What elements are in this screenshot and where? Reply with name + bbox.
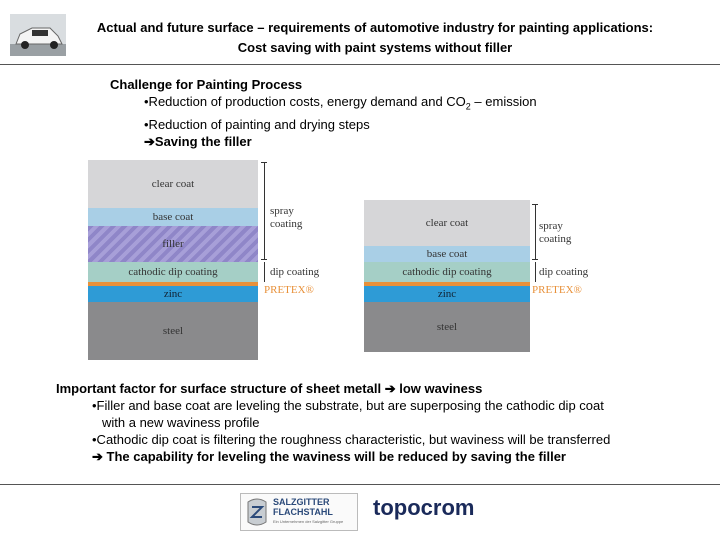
bracket-tick [261, 162, 267, 163]
arrow-icon: ➔ [384, 381, 396, 396]
pretex-label: PRETEX® [264, 284, 314, 296]
dip-bracket [264, 262, 265, 282]
footer-divider [0, 484, 720, 485]
title-line-2: Cost saving with paint systems without filler [237, 40, 513, 55]
arrow-icon: ➔ [92, 449, 103, 464]
page-title [70, 18, 680, 58]
spray-coating-label: spray coating [270, 205, 303, 230]
topocrom-logo: topocrom [373, 495, 475, 520]
salzgitter-name: SALZGITTER [273, 497, 330, 507]
title-line-1: Actual and future surface – requirements of automotive industry for painting applications: [96, 20, 654, 35]
car-image [10, 14, 66, 56]
challenge-arrow: ➔Saving the filler [144, 133, 252, 149]
layer-clear-coat: clear coat [88, 160, 258, 208]
layer-base-coat: base coat [364, 246, 530, 262]
salzgitter-emblem-icon [245, 498, 269, 526]
layer-zinc: zinc [364, 286, 530, 302]
challenge-bullet-2: •Reduction of painting and drying steps [144, 116, 370, 132]
dip-coating-label: dip coating [539, 266, 589, 278]
layer-cathodic-dip: cathodic dip coating [364, 262, 530, 282]
pretex-label: PRETEX® [532, 284, 582, 296]
dip-bracket [535, 262, 536, 282]
bracket-tick [532, 204, 538, 205]
layer-base-coat: base coat [88, 208, 258, 226]
challenge-section [110, 76, 537, 150]
layer-zinc: zinc [88, 286, 258, 302]
bracket-tick [532, 259, 538, 260]
factor-bullet-1: •Filler and base coat are leveling the substrate, but are superposing the cathodic dip coat [92, 398, 604, 413]
spray-bracket [535, 204, 536, 260]
challenge-bullet-1: •Reduction of production costs, energy demand and $CO_2$ – emission [144, 94, 537, 112]
layer-steel: steel [364, 302, 530, 352]
layer-clear-coat: clear coat [364, 200, 530, 246]
spray-coating-label: spray coating [539, 220, 572, 245]
challenge-title: Challenge for Painting Process [110, 77, 303, 92]
factor-title: Important factor for surface structure of sheet metall ➔ low waviness [56, 381, 483, 396]
factor-arrow: ➔ The capability for leveling the waviness will be reduced by saving the filler [92, 449, 566, 464]
factor-section [56, 380, 610, 465]
factor-bullet-1-cont: with a new waviness profile [102, 415, 260, 430]
header-divider [0, 64, 720, 65]
layer-cathodic-dip: cathodic dip coating [88, 262, 258, 282]
layer-filler: filler [88, 226, 258, 262]
factor-bullet-2: •Cathodic dip coat is filtering the roughness characteristic, but waviness will be transferred [92, 432, 611, 447]
salzgitter-tagline: Ein Unternehmen der Salzgitter Gruppe [273, 519, 344, 524]
arrow-icon: ➔ [144, 133, 155, 149]
bracket-tick [261, 259, 267, 260]
spray-bracket [264, 162, 265, 260]
layer-steel: steel [88, 302, 258, 360]
salzgitter-logo [240, 493, 358, 531]
dip-coating-label: dip coating [270, 266, 320, 278]
salzgitter-sub: FLACHSTAHL [273, 507, 333, 517]
co2-subscript: 2 [465, 101, 471, 112]
